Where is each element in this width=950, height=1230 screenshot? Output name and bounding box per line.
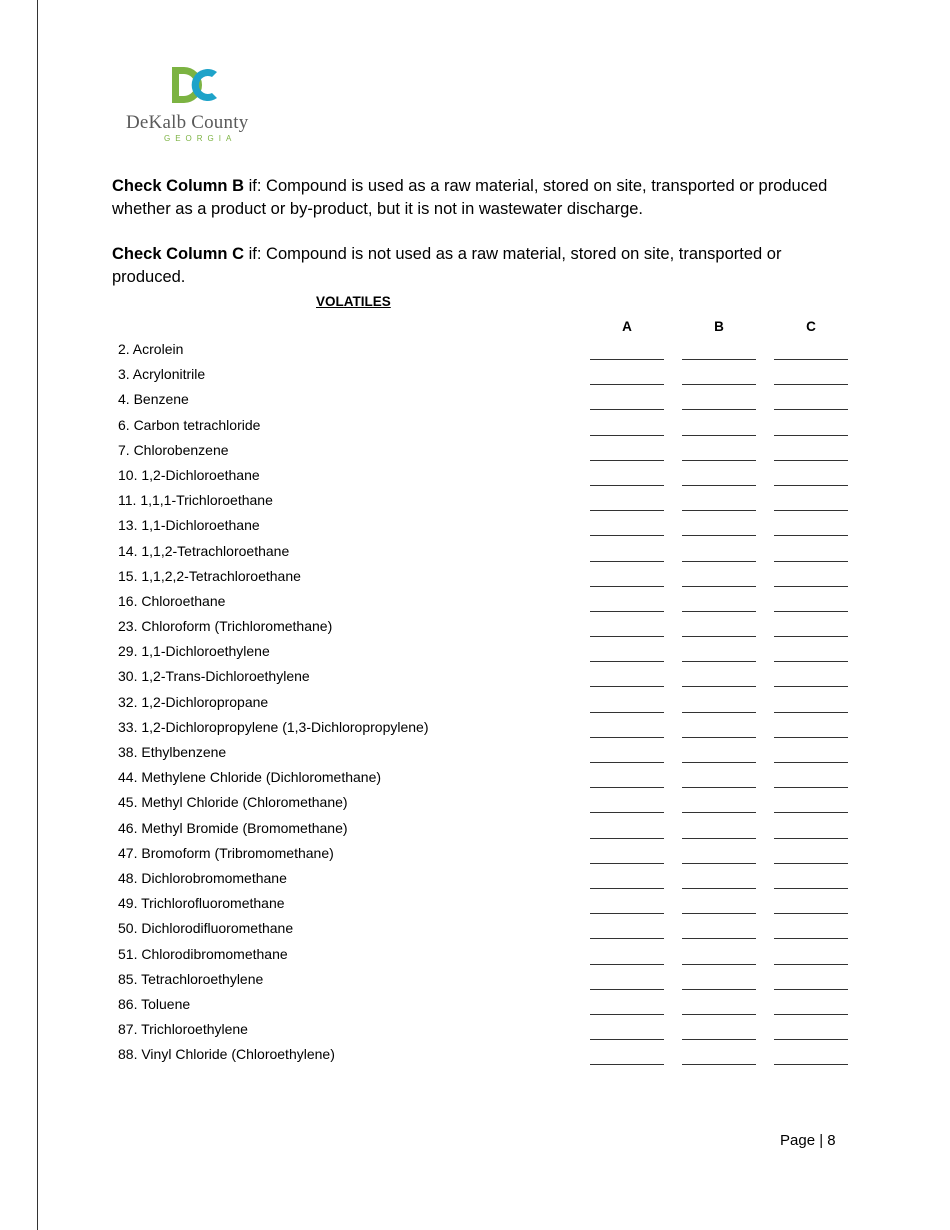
instruction-c-bold: Check Column C (112, 245, 245, 263)
dekalb-county-logo (126, 64, 266, 146)
check-blank-c[interactable] (774, 535, 848, 536)
compound-label: 38. Ethylbenzene (118, 744, 227, 760)
compound-label: 6. Carbon tetrachloride (118, 416, 261, 433)
check-blank-a[interactable] (590, 460, 664, 461)
check-blank-a[interactable] (590, 561, 664, 562)
compound-label: 16. Chloroethane (118, 592, 226, 609)
compound-row (118, 515, 858, 540)
compound-label: 3. Acrylonitrile (118, 366, 206, 383)
check-blank-b[interactable] (682, 838, 756, 839)
compound-row (118, 440, 858, 465)
check-blank-c[interactable] (774, 762, 848, 763)
compound-row (118, 364, 858, 389)
check-blank-b[interactable] (682, 762, 756, 763)
compound-row (118, 415, 858, 440)
check-blank-c[interactable] (774, 586, 848, 587)
check-blank-b[interactable] (682, 888, 756, 889)
check-blank-b[interactable] (682, 586, 756, 587)
compound-row (118, 591, 858, 616)
dc-monogram-icon (170, 64, 222, 106)
check-blank-b[interactable] (682, 485, 756, 486)
check-blank-a[interactable] (590, 989, 664, 990)
logo-name: DeKalb County (126, 112, 249, 133)
check-blank-c[interactable] (774, 1039, 848, 1040)
check-blank-a[interactable] (590, 762, 664, 763)
compound-label: 33. 1,2-Dichloropropylene (1,3-Dichloropropylene) (118, 718, 429, 735)
compound-label: 32. 1,2-Dichloropropane (118, 693, 269, 710)
check-blank-c[interactable] (774, 561, 848, 562)
check-blank-a[interactable] (590, 1064, 664, 1065)
check-blank-b[interactable] (682, 863, 756, 864)
section-title: VOLATILES (316, 294, 391, 309)
check-blank-b[interactable] (682, 460, 756, 461)
check-blank-c[interactable] (774, 712, 848, 713)
check-blank-b[interactable] (682, 611, 756, 612)
check-blank-a[interactable] (590, 586, 664, 587)
check-blank-c[interactable] (774, 888, 848, 889)
compound-row (118, 566, 858, 591)
check-blank-b[interactable] (682, 661, 756, 662)
check-blank-c[interactable] (774, 863, 848, 864)
check-blank-c[interactable] (774, 913, 848, 914)
check-blank-b[interactable] (682, 686, 756, 687)
check-blank-b[interactable] (682, 913, 756, 914)
compound-label: 4. Benzene (118, 391, 189, 408)
compound-label: 7. Chlorobenzene (118, 441, 229, 458)
compound-row (118, 843, 858, 868)
check-blank-a[interactable] (590, 712, 664, 713)
column-header-a: A (622, 319, 632, 334)
compound-row (118, 490, 858, 515)
check-blank-b[interactable] (682, 1064, 756, 1065)
check-blank-b[interactable] (682, 712, 756, 713)
check-blank-b[interactable] (682, 964, 756, 965)
compound-label: 48. Dichlorobromomethane (118, 869, 287, 886)
compound-label: 11. 1,1,1-Trichloroethane (118, 492, 273, 509)
compound-row (118, 944, 858, 969)
compound-label: 87. Trichloroethylene (118, 1021, 248, 1038)
column-header-b: B (714, 319, 724, 334)
check-blank-c[interactable] (774, 409, 848, 410)
check-blank-c[interactable] (774, 1064, 848, 1065)
instruction-column-b (112, 175, 832, 221)
column-header-c: C (806, 319, 816, 334)
check-blank-a[interactable] (590, 812, 664, 813)
compound-label: 49. Trichlorofluoromethane (118, 895, 285, 912)
check-blank-b[interactable] (682, 359, 756, 360)
check-blank-a[interactable] (590, 787, 664, 788)
compound-row (118, 339, 858, 364)
compound-label: 15. 1,1,2,2-Tetrachloroethane (118, 567, 301, 584)
compound-label: 10. 1,2-Dichloroethane (118, 466, 260, 483)
compound-label: 86. Toluene (118, 995, 191, 1012)
check-blank-b[interactable] (682, 409, 756, 410)
compound-row (118, 389, 858, 414)
check-blank-c[interactable] (774, 661, 848, 662)
check-blank-a[interactable] (590, 636, 664, 637)
check-blank-c[interactable] (774, 938, 848, 939)
compound-row (118, 541, 858, 566)
compound-row (118, 969, 858, 994)
compound-row (118, 1044, 858, 1069)
check-blank-c[interactable] (774, 737, 848, 738)
check-blank-b[interactable] (682, 787, 756, 788)
compound-label: 30. 1,2-Trans-Dichloroethylene (118, 668, 310, 685)
check-blank-c[interactable] (774, 989, 848, 990)
check-blank-a[interactable] (590, 913, 664, 914)
check-blank-a[interactable] (590, 1014, 664, 1015)
compound-row (118, 717, 858, 742)
compound-row (118, 1019, 858, 1044)
check-blank-c[interactable] (774, 686, 848, 687)
check-blank-b[interactable] (682, 510, 756, 511)
check-blank-a[interactable] (590, 838, 664, 839)
check-blank-c[interactable] (774, 510, 848, 511)
check-blank-c[interactable] (774, 787, 848, 788)
check-blank-b[interactable] (682, 535, 756, 536)
check-blank-a[interactable] (590, 510, 664, 511)
check-blank-c[interactable] (774, 636, 848, 637)
check-blank-a[interactable] (590, 661, 664, 662)
check-blank-b[interactable] (682, 1014, 756, 1015)
check-blank-a[interactable] (590, 888, 664, 889)
instruction-column-c (112, 243, 832, 289)
compound-row (118, 994, 858, 1019)
compound-label: 46. Methyl Bromide (Bromomethane) (118, 819, 348, 836)
compound-row (118, 742, 858, 767)
compound-row (118, 918, 858, 943)
check-blank-b[interactable] (682, 561, 756, 562)
check-blank-a[interactable] (590, 686, 664, 687)
check-blank-c[interactable] (774, 359, 848, 360)
compound-label: 85. Tetrachloroethylene (118, 970, 264, 987)
compound-label: 50. Dichlorodifluoromethane (118, 920, 294, 937)
check-blank-c[interactable] (774, 611, 848, 612)
check-blank-a[interactable] (590, 435, 664, 436)
page-number: Page | 8 (780, 1132, 836, 1149)
compound-row (118, 692, 858, 717)
instruction-b-text: if: Compound is used as a raw material, stored on site, transported or produced whether as a product or by-product, but it is not in wastewater discharge. (112, 177, 828, 218)
check-blank-a[interactable] (590, 737, 664, 738)
check-blank-b[interactable] (682, 989, 756, 990)
check-blank-a[interactable] (590, 611, 664, 612)
instruction-c-text: if: Compound is not used as a raw material, stored on site, transported or produced. (112, 245, 782, 286)
check-blank-c[interactable] (774, 964, 848, 965)
compound-row (118, 792, 858, 817)
check-blank-a[interactable] (590, 1039, 664, 1040)
check-blank-b[interactable] (682, 938, 756, 939)
check-blank-a[interactable] (590, 409, 664, 410)
check-blank-c[interactable] (774, 1014, 848, 1015)
check-blank-a[interactable] (590, 384, 664, 385)
compound-label: 45. Methyl Chloride (Chloromethane) (118, 794, 348, 811)
check-blank-c[interactable] (774, 384, 848, 385)
check-blank-a[interactable] (590, 359, 664, 360)
check-blank-a[interactable] (590, 938, 664, 939)
check-blank-b[interactable] (682, 636, 756, 637)
compound-label: 13. 1,1-Dichloroethane (118, 517, 260, 534)
compound-row (118, 893, 858, 918)
check-blank-a[interactable] (590, 863, 664, 864)
compound-label: 51. Chlorodibromomethane (118, 945, 288, 962)
check-blank-b[interactable] (682, 737, 756, 738)
check-blank-b[interactable] (682, 384, 756, 385)
check-blank-c[interactable] (774, 460, 848, 461)
check-blank-c[interactable] (774, 485, 848, 486)
compound-row (118, 616, 858, 641)
compound-row (118, 767, 858, 792)
compound-label: 44. Methylene Chloride (Dichloromethane) (118, 769, 382, 786)
instruction-b-bold: Check Column B (112, 177, 245, 195)
check-blank-a[interactable] (590, 535, 664, 536)
check-blank-b[interactable] (682, 812, 756, 813)
compound-label: 29. 1,1-Dichloroethylene (118, 643, 270, 660)
check-blank-c[interactable] (774, 838, 848, 839)
compound-label: 88. Vinyl Chloride (Chloroethylene) (118, 1046, 335, 1063)
check-blank-a[interactable] (590, 485, 664, 486)
compound-list (118, 339, 858, 1069)
compound-label: 47. Bromoform (Tribromomethane) (118, 844, 334, 861)
compound-row (118, 641, 858, 666)
check-blank-a[interactable] (590, 964, 664, 965)
compound-row (118, 465, 858, 490)
compound-row (118, 666, 858, 691)
compound-row (118, 818, 858, 843)
check-blank-b[interactable] (682, 1039, 756, 1040)
compound-label: 23. Chloroform (Trichloromethane) (118, 618, 333, 635)
logo-subtitle: GEORGIA (164, 134, 237, 143)
compound-label: 2. Acrolein (118, 341, 184, 357)
left-margin-rule (37, 0, 38, 1230)
check-blank-c[interactable] (774, 812, 848, 813)
compound-row (118, 868, 858, 893)
check-blank-b[interactable] (682, 435, 756, 436)
compound-label: 14. 1,1,2-Tetrachloroethane (118, 542, 290, 559)
check-blank-c[interactable] (774, 435, 848, 436)
